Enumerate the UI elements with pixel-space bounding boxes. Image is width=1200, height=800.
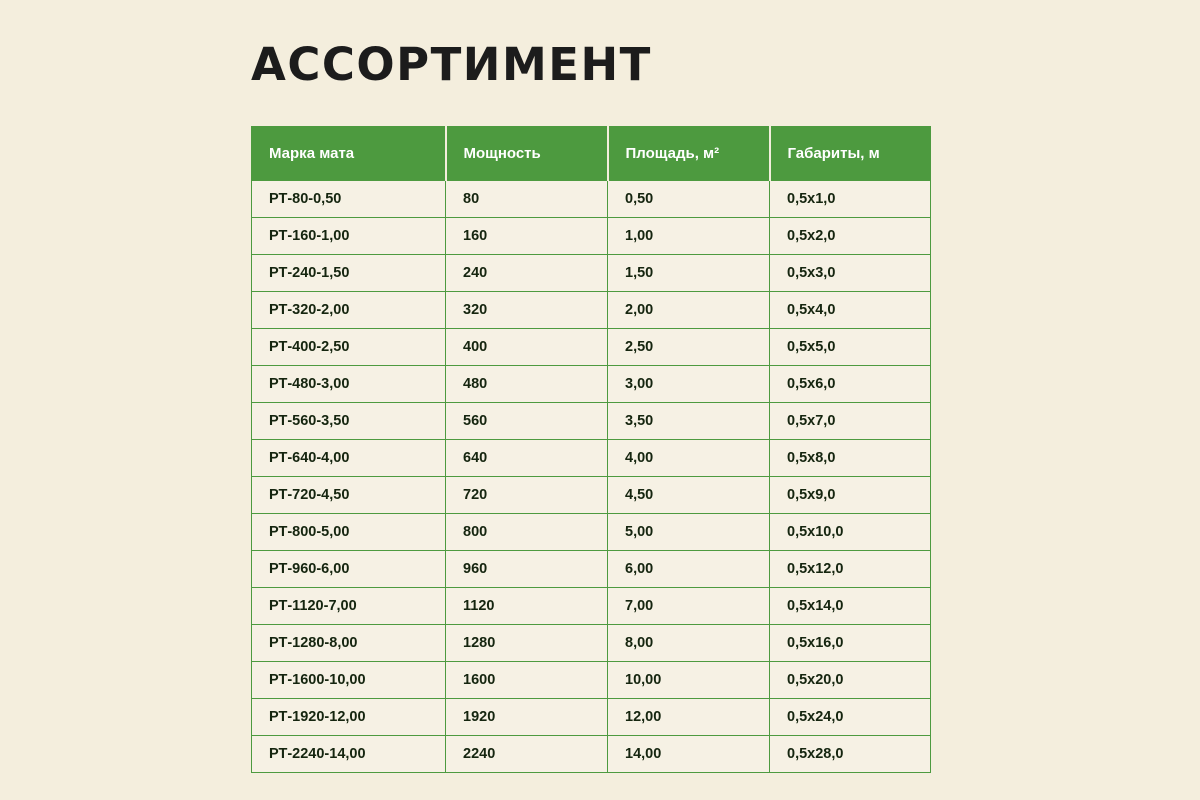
cell-brand: РТ-560-3,50 <box>252 402 446 439</box>
table-row <box>252 291 931 328</box>
cell-brand: РТ-160-1,00 <box>252 217 446 254</box>
cell-dimensions: 0,5х4,0 <box>770 291 931 328</box>
cell-power: 1280 <box>446 624 608 661</box>
cell-power: 960 <box>446 550 608 587</box>
cell-brand: РТ-2240-14,00 <box>252 735 446 772</box>
cell-power: 160 <box>446 217 608 254</box>
cell-area: 14,00 <box>608 735 770 772</box>
cell-area: 1,50 <box>608 254 770 291</box>
cell-power: 80 <box>446 180 608 217</box>
column-header-power: Мощность <box>446 126 608 180</box>
cell-power: 320 <box>446 291 608 328</box>
cell-brand: РТ-400-2,50 <box>252 328 446 365</box>
cell-brand: РТ-320-2,00 <box>252 291 446 328</box>
table-body <box>252 180 931 772</box>
cell-dimensions: 0,5х5,0 <box>770 328 931 365</box>
cell-area: 2,50 <box>608 328 770 365</box>
cell-power: 1920 <box>446 698 608 735</box>
cell-power: 2240 <box>446 735 608 772</box>
table-row <box>252 513 931 550</box>
cell-brand: РТ-640-4,00 <box>252 439 446 476</box>
cell-dimensions: 0,5х10,0 <box>770 513 931 550</box>
table-row <box>252 587 931 624</box>
cell-brand: РТ-720-4,50 <box>252 476 446 513</box>
cell-area: 2,00 <box>608 291 770 328</box>
content-area <box>251 40 931 773</box>
table-row <box>252 217 931 254</box>
cell-power: 240 <box>446 254 608 291</box>
cell-area: 4,50 <box>608 476 770 513</box>
table-row <box>252 180 931 217</box>
cell-brand: РТ-1920-12,00 <box>252 698 446 735</box>
cell-brand: РТ-960-6,00 <box>252 550 446 587</box>
table-header <box>252 126 931 180</box>
cell-area: 8,00 <box>608 624 770 661</box>
cell-brand: РТ-800-5,00 <box>252 513 446 550</box>
cell-brand: РТ-1600-10,00 <box>252 661 446 698</box>
cell-area: 0,50 <box>608 180 770 217</box>
cell-dimensions: 0,5х8,0 <box>770 439 931 476</box>
cell-brand: РТ-80-0,50 <box>252 180 446 217</box>
cell-dimensions: 0,5х28,0 <box>770 735 931 772</box>
cell-area: 12,00 <box>608 698 770 735</box>
cell-area: 3,50 <box>608 402 770 439</box>
table-row <box>252 661 931 698</box>
assortment-table <box>251 126 931 773</box>
cell-dimensions: 0,5х9,0 <box>770 476 931 513</box>
table-row <box>252 624 931 661</box>
cell-power: 800 <box>446 513 608 550</box>
cell-brand: РТ-1280-8,00 <box>252 624 446 661</box>
table-row <box>252 402 931 439</box>
column-header-dimensions: Габариты, м <box>770 126 931 180</box>
cell-dimensions: 0,5х24,0 <box>770 698 931 735</box>
cell-dimensions: 0,5х16,0 <box>770 624 931 661</box>
cell-power: 720 <box>446 476 608 513</box>
cell-dimensions: 0,5х2,0 <box>770 217 931 254</box>
table-row <box>252 550 931 587</box>
cell-brand: РТ-1120-7,00 <box>252 587 446 624</box>
table-row <box>252 365 931 402</box>
cell-power: 560 <box>446 402 608 439</box>
table-row <box>252 439 931 476</box>
cell-area: 5,00 <box>608 513 770 550</box>
column-header-brand: Марка мата <box>252 126 446 180</box>
cell-area: 1,00 <box>608 217 770 254</box>
cell-power: 1600 <box>446 661 608 698</box>
table-row <box>252 698 931 735</box>
cell-area: 10,00 <box>608 661 770 698</box>
cell-dimensions: 0,5х3,0 <box>770 254 931 291</box>
column-header-area: Площадь, м² <box>608 126 770 180</box>
table-row <box>252 328 931 365</box>
cell-area: 6,00 <box>608 550 770 587</box>
page-title: АССОРТИМЕНТ <box>251 38 652 91</box>
cell-dimensions: 0,5х1,0 <box>770 180 931 217</box>
cell-brand: РТ-240-1,50 <box>252 254 446 291</box>
table-row <box>252 735 931 772</box>
cell-dimensions: 0,5х12,0 <box>770 550 931 587</box>
cell-power: 400 <box>446 328 608 365</box>
cell-area: 3,00 <box>608 365 770 402</box>
cell-power: 480 <box>446 365 608 402</box>
cell-power: 640 <box>446 439 608 476</box>
cell-dimensions: 0,5х6,0 <box>770 365 931 402</box>
cell-power: 1120 <box>446 587 608 624</box>
cell-dimensions: 0,5х7,0 <box>770 402 931 439</box>
table-header-row <box>252 126 931 180</box>
cell-area: 4,00 <box>608 439 770 476</box>
table-row <box>252 476 931 513</box>
table-row <box>252 254 931 291</box>
cell-dimensions: 0,5х20,0 <box>770 661 931 698</box>
cell-area: 7,00 <box>608 587 770 624</box>
cell-brand: РТ-480-3,00 <box>252 365 446 402</box>
cell-dimensions: 0,5х14,0 <box>770 587 931 624</box>
